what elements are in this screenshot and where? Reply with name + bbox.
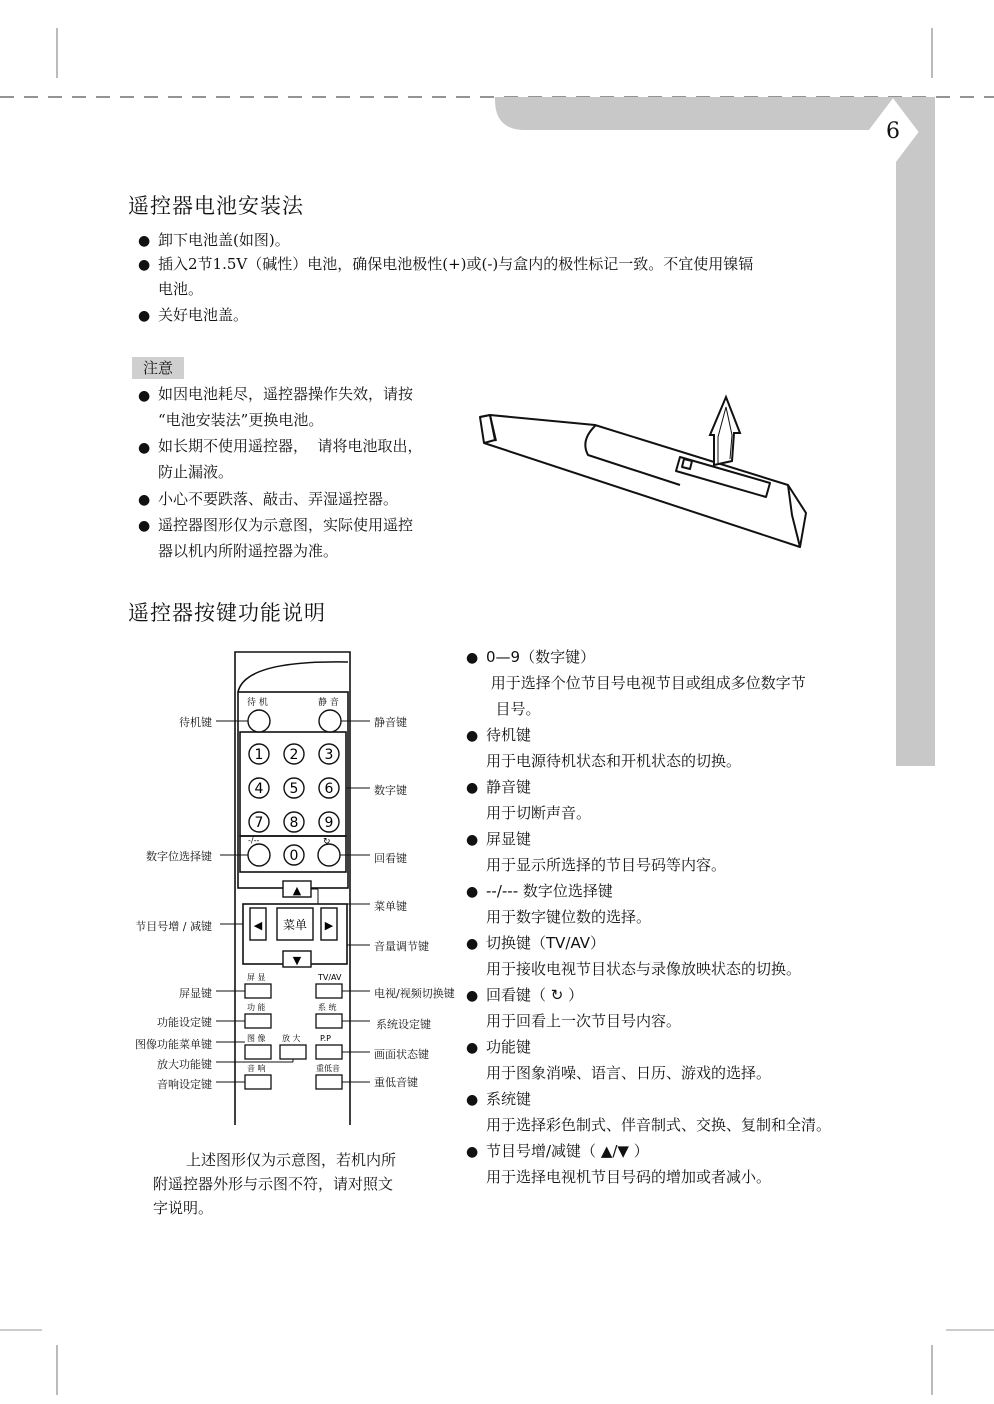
function-text: 功 能 [247,1003,266,1012]
bullet: ● [466,884,479,900]
zoom-text: 放 大 [282,1034,301,1043]
func-desc-function: 用于图象消噪、语言、日历、游戏的选择。 [486,1064,772,1082]
bullet: ● [466,988,479,1004]
down-arrow-icon: ▼ [292,954,302,967]
func-title-channel: 节目号增/减键（ ▲/▼ ） [486,1142,649,1160]
label-mute: 静音键 [374,716,407,729]
digit-7: 7 [254,815,264,831]
display-button[interactable] [245,984,271,998]
label-menu: 菜单键 [374,900,407,913]
digit-5: 5 [289,781,299,797]
func-title-recall: 回看键（ ↻ ） [486,986,584,1004]
notice-2b: 防止漏液。 [158,463,234,481]
digit-select-text: -/-- [248,836,260,845]
bullet: ● [466,1092,479,1108]
func-title-standby: 待机键 [486,726,532,744]
step-3: 关好电池盖。 [158,306,249,324]
func-title-mute: 静音键 [486,778,532,796]
func-desc-digit-select: 用于数字键位数的选择。 [486,908,652,926]
notice-4a: 遥控器图形仅为示意图，实际使用遥控 [158,516,414,534]
bullet: ● [138,233,151,249]
label-system: 系统设定键 [376,1018,431,1031]
func-desc-digits-2: 目号。 [486,700,541,718]
step-2: 插入2节1.5V（碱性）电池，确保电池极性(+)或(-)与盒内的极性标记一致。不宜使用镍镉 [158,255,754,273]
bullet: ● [138,388,151,404]
digit-6: 6 [324,781,334,797]
digit-2: 2 [289,747,299,763]
func-desc-channel: 用于选择电视机节目号码的增加或者减小。 [486,1168,772,1186]
digit-0: 0 [289,848,299,864]
digit-4: 4 [254,781,264,797]
bullet: ● [466,650,479,666]
bass-text: 重低音 [316,1064,340,1073]
digit-8: 8 [289,815,299,831]
bullet: ● [466,1040,479,1056]
func-title-tvav: 切换键（TV/AV） [486,934,606,952]
func-desc-recall: 用于回看上一次节目号内容。 [486,1012,682,1030]
func-title-display: 屏显键 [486,830,532,848]
bullet: ● [138,440,151,456]
func-desc-system: 用于选择彩色制式、伴音制式、交换、复制和全清。 [486,1116,832,1134]
label-zoom: 放大功能键 [157,1058,212,1071]
func-desc-standby: 用于电源待机状态和开机状态的切换。 [486,752,742,770]
sound-text: 音 响 [247,1064,266,1073]
pp-text: P.P [320,1034,331,1043]
func-desc-digits-1: 用于选择个位节目号电视节目或组成多位数字节 [486,674,806,692]
digit-select-button[interactable] [248,844,270,866]
menu-text: 菜单 [282,918,308,932]
notice-3: 小心不要跌落、敲击、弄湿遥控器。 [158,490,399,508]
notice-1a: 如因电池耗尽，遥控器操作失效，请按 [158,385,414,403]
func-title-digits: 0—9（数字键） [486,648,596,666]
bullet: ● [466,832,479,848]
step-2-cont: 电池。 [158,280,204,298]
recall-button[interactable] [318,844,340,866]
func-desc-tvav: 用于接收电视节目状态与录像放映状态的切换。 [486,960,802,978]
right-arrow-icon: ▶ [324,919,334,932]
func-title-function: 功能键 [486,1038,532,1056]
caption-line-1: 上述图形仅为示意图，若机内所 [186,1151,397,1169]
sound-button[interactable] [245,1075,271,1089]
notice-label: 注意 [132,357,184,379]
bullet: ● [466,780,479,796]
tvav-text: TV/AV [318,973,342,982]
bullet: ● [466,728,479,744]
zoom-button[interactable] [280,1045,306,1059]
image-button[interactable] [245,1045,271,1059]
func-title-digit-select: --/--- 数字位选择键 [486,882,613,900]
mute-text: 静 音 [318,698,339,708]
label-sound: 音响设定键 [157,1078,212,1091]
bullet: ● [466,1144,479,1160]
label-recall: 回看键 [374,852,407,865]
label-display: 屏显键 [179,987,212,1000]
label-image: 图像功能菜单键 [135,1038,212,1051]
section-title-battery: 遥控器电池安装法 [128,194,304,218]
notice-2a: 如长期不使用遥控器， 请将电池取出， [158,437,423,455]
system-text: 系 统 [318,1003,337,1012]
notice-4b: 器以机内所附遥控器为准。 [158,542,339,560]
bullet: ● [138,518,151,534]
recall-icon: ↻ [323,837,331,847]
left-arrow-icon: ◀ [253,919,263,932]
bullet: ● [138,257,151,273]
label-picture: 画面状态键 [374,1048,429,1061]
label-digits: 数字键 [374,784,407,797]
standby-button[interactable] [248,710,270,732]
bullet: ● [138,492,151,508]
digit-9: 9 [324,815,334,831]
notice-1b: “电池安装法”更换电池。 [158,411,324,429]
display-text: 屏 显 [247,973,266,982]
func-desc-display: 用于显示所选择的节目号码等内容。 [486,856,727,874]
standby-text: 待 机 [247,698,268,708]
label-tvav: 电视/视频切换键 [374,987,455,1000]
bullet: ● [138,308,151,324]
label-channel: 节目号增 / 减键 [135,920,212,933]
label-digit-select: 数字位选择键 [146,850,212,863]
system-button[interactable] [316,1014,342,1028]
caption-line-3: 字说明。 [153,1199,214,1217]
mute-button[interactable] [319,710,341,732]
label-volume: 音量调节键 [374,940,429,953]
func-desc-mute: 用于切断声音。 [486,804,592,822]
func-title-system: 系统键 [486,1090,532,1108]
section-title-keys: 遥控器按键功能说明 [128,601,326,625]
bullet: ● [466,936,479,952]
label-standby: 待机键 [179,716,212,729]
image-text: 图 像 [247,1034,266,1043]
up-arrow-icon: ▲ [292,884,302,897]
function-button[interactable] [245,1014,271,1028]
digit-1: 1 [254,747,264,763]
caption-line-2: 附遥控器外形与示图不符，请对照文 [153,1175,394,1193]
remote-battery-illustration [470,385,820,555]
pp-button[interactable] [316,1045,342,1059]
digit-3: 3 [324,747,334,763]
tvav-button[interactable] [316,984,342,998]
label-bass: 重低音键 [374,1076,418,1089]
label-function: 功能设定键 [157,1016,212,1029]
page-number: 6 [886,119,900,144]
bass-button[interactable] [316,1075,342,1089]
step-1: 卸下电池盖(如图)。 [158,231,290,249]
